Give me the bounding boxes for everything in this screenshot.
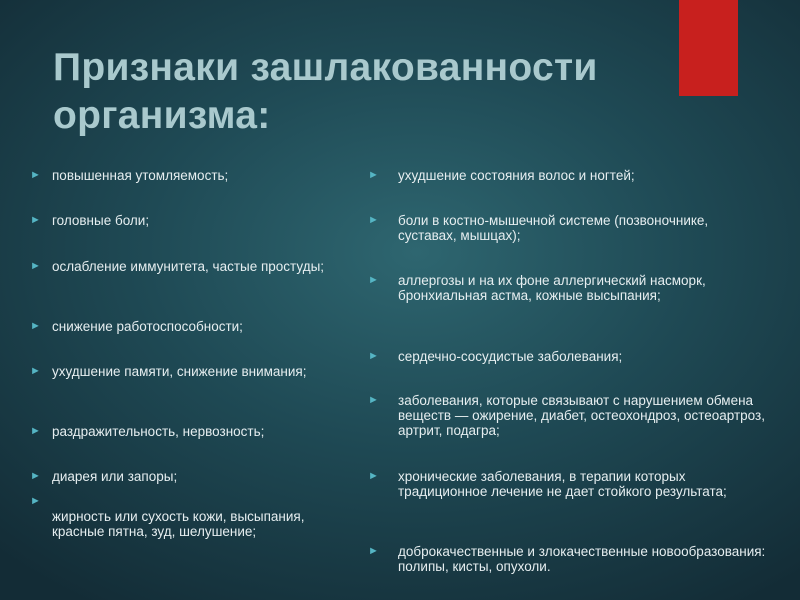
triangle-right-icon: ► bbox=[368, 545, 379, 557]
triangle-right-icon: ► bbox=[368, 394, 379, 406]
triangle-right-icon: ► bbox=[368, 169, 379, 181]
triangle-right-icon: ► bbox=[368, 350, 379, 362]
triangle-right-icon: ► bbox=[368, 274, 379, 286]
triangle-right-icon: ► bbox=[30, 365, 41, 377]
triangle-right-icon: ► bbox=[30, 320, 41, 332]
triangle-right-icon: ► bbox=[368, 470, 379, 482]
triangle-right-icon: ► bbox=[368, 214, 379, 226]
triangle-right-icon: ► bbox=[30, 214, 41, 226]
triangle-right-icon: ► bbox=[30, 470, 41, 482]
triangle-right-icon: ► bbox=[30, 495, 41, 507]
triangle-right-icon: ► bbox=[30, 425, 41, 437]
triangle-right-icon: ► bbox=[30, 169, 41, 181]
slide-title: Признаки зашлакованности организма: bbox=[53, 46, 598, 137]
triangle-right-icon: ► bbox=[30, 260, 41, 272]
accent-bar bbox=[679, 0, 738, 96]
